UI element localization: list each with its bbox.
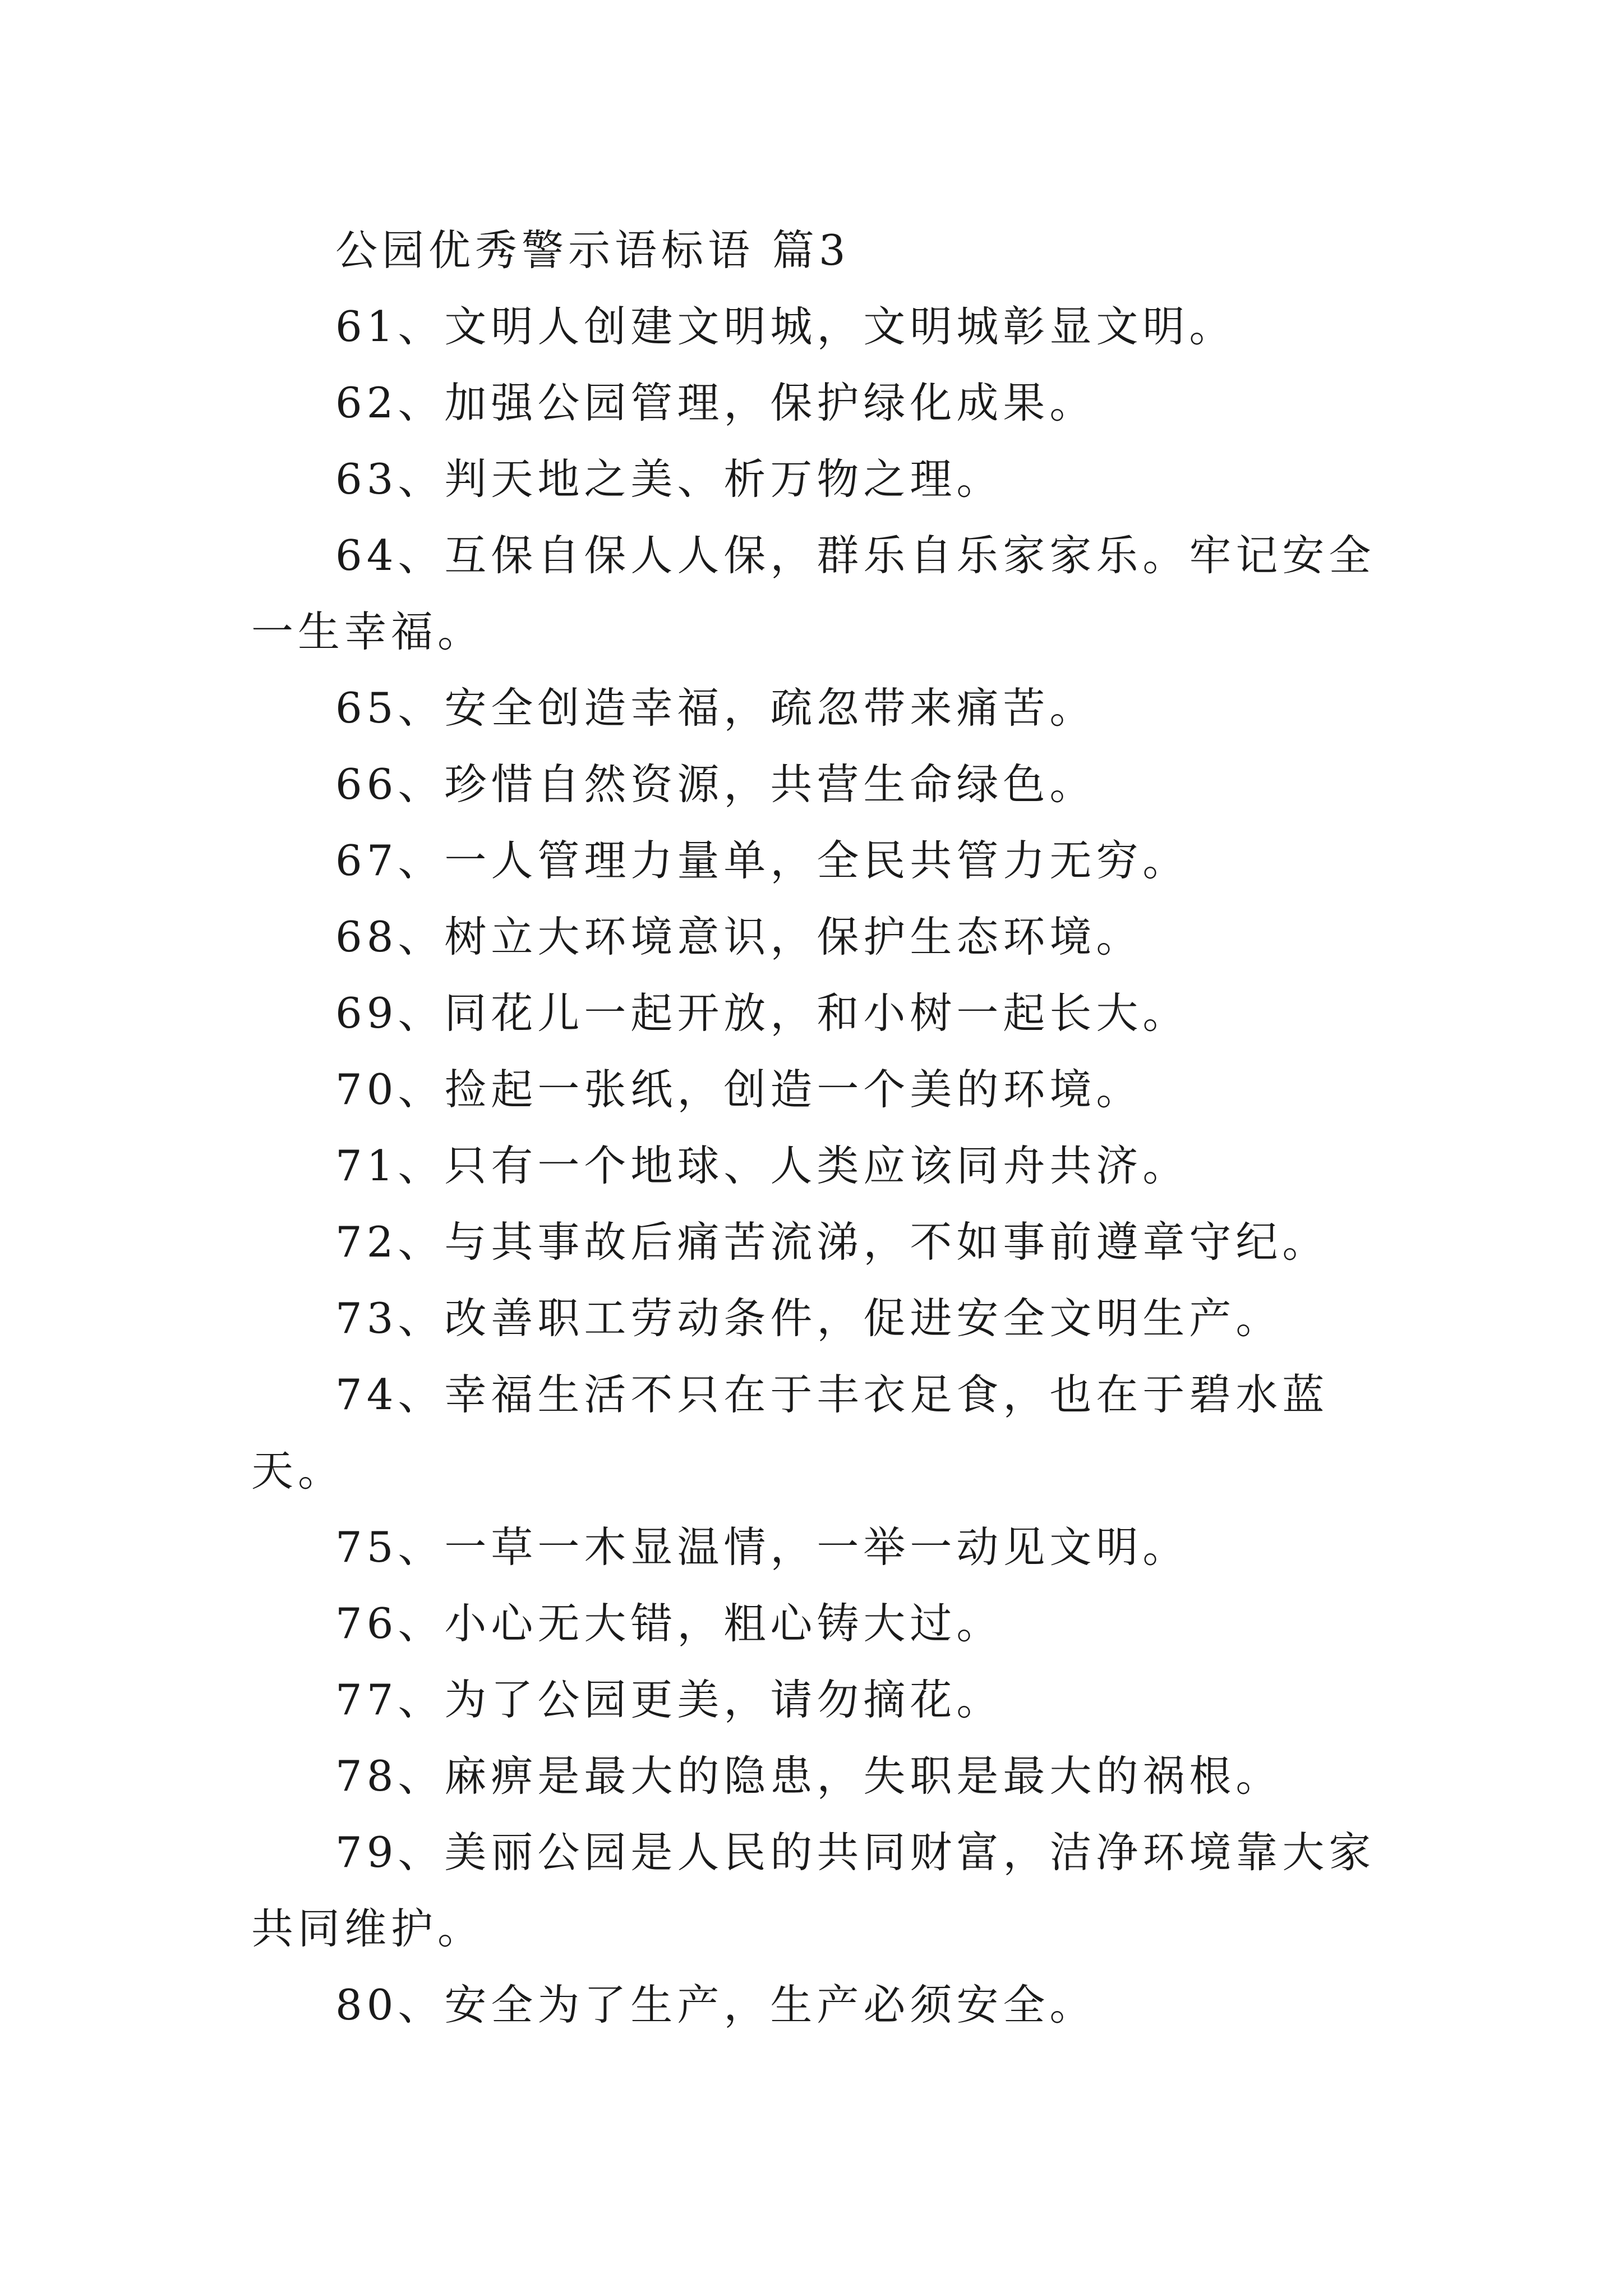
slogan-item: 79、美丽公园是人民的共同财富，洁净环境靠大家共同维护。 — [251, 1828, 1376, 1953]
slogan-item: 72、与其事故后痛苦流涕，不如事前遵章守纪。 — [335, 1217, 1329, 1267]
slogan-item: 63、判天地之美、析万物之理。 — [335, 454, 1003, 504]
slogan-item: 68、树立大环境意识，保护生态环境。 — [335, 912, 1143, 961]
slogan-item: 66、珍惜自然资源，共营生命绿色。 — [335, 760, 1096, 809]
slogan-item: 80、安全为了生产，生产必须安全。 — [335, 1980, 1096, 2030]
slogan-item: 65、安全创造幸福，疏忽带来痛苦。 — [335, 683, 1096, 733]
slogan-item: 76、小心无大错，粗心铸大过。 — [335, 1599, 1003, 1648]
section-heading: 公园优秀警示语标语 篇3 — [335, 226, 850, 275]
slogan-item: 64、互保自保人人保，群乐自乐家家乐。牢记安全一生幸福。 — [251, 531, 1376, 656]
slogan-item: 78、麻痹是最大的隐患，失职是最大的祸根。 — [335, 1751, 1283, 1801]
slogan-item: 73、改善职工劳动条件，促进安全文明生产。 — [335, 1294, 1283, 1343]
slogan-item: 74、幸福生活不只在于丰衣足食，也在于碧水蓝天。 — [251, 1370, 1329, 1496]
slogan-item: 61、文明人创建文明城，文明城彰显文明。 — [335, 302, 1236, 351]
slogan-item: 62、加强公园管理，保护绿化成果。 — [335, 378, 1096, 427]
slogan-item: 70、捡起一张纸，创造一个美的环境。 — [335, 1065, 1143, 1114]
document-body — [251, 212, 1384, 2043]
slogan-item: 67、一人管理力量单，全民共管力无穷。 — [335, 836, 1189, 885]
slogan-item: 75、一草一木显温情，一举一动见文明。 — [335, 1522, 1189, 1572]
slogan-item: 77、为了公园更美，请勿摘花。 — [335, 1675, 1003, 1724]
slogan-item: 71、只有一个地球、人类应该同舟共济。 — [335, 1141, 1189, 1190]
slogan-item: 69、同花儿一起开放，和小树一起长大。 — [335, 988, 1189, 1038]
